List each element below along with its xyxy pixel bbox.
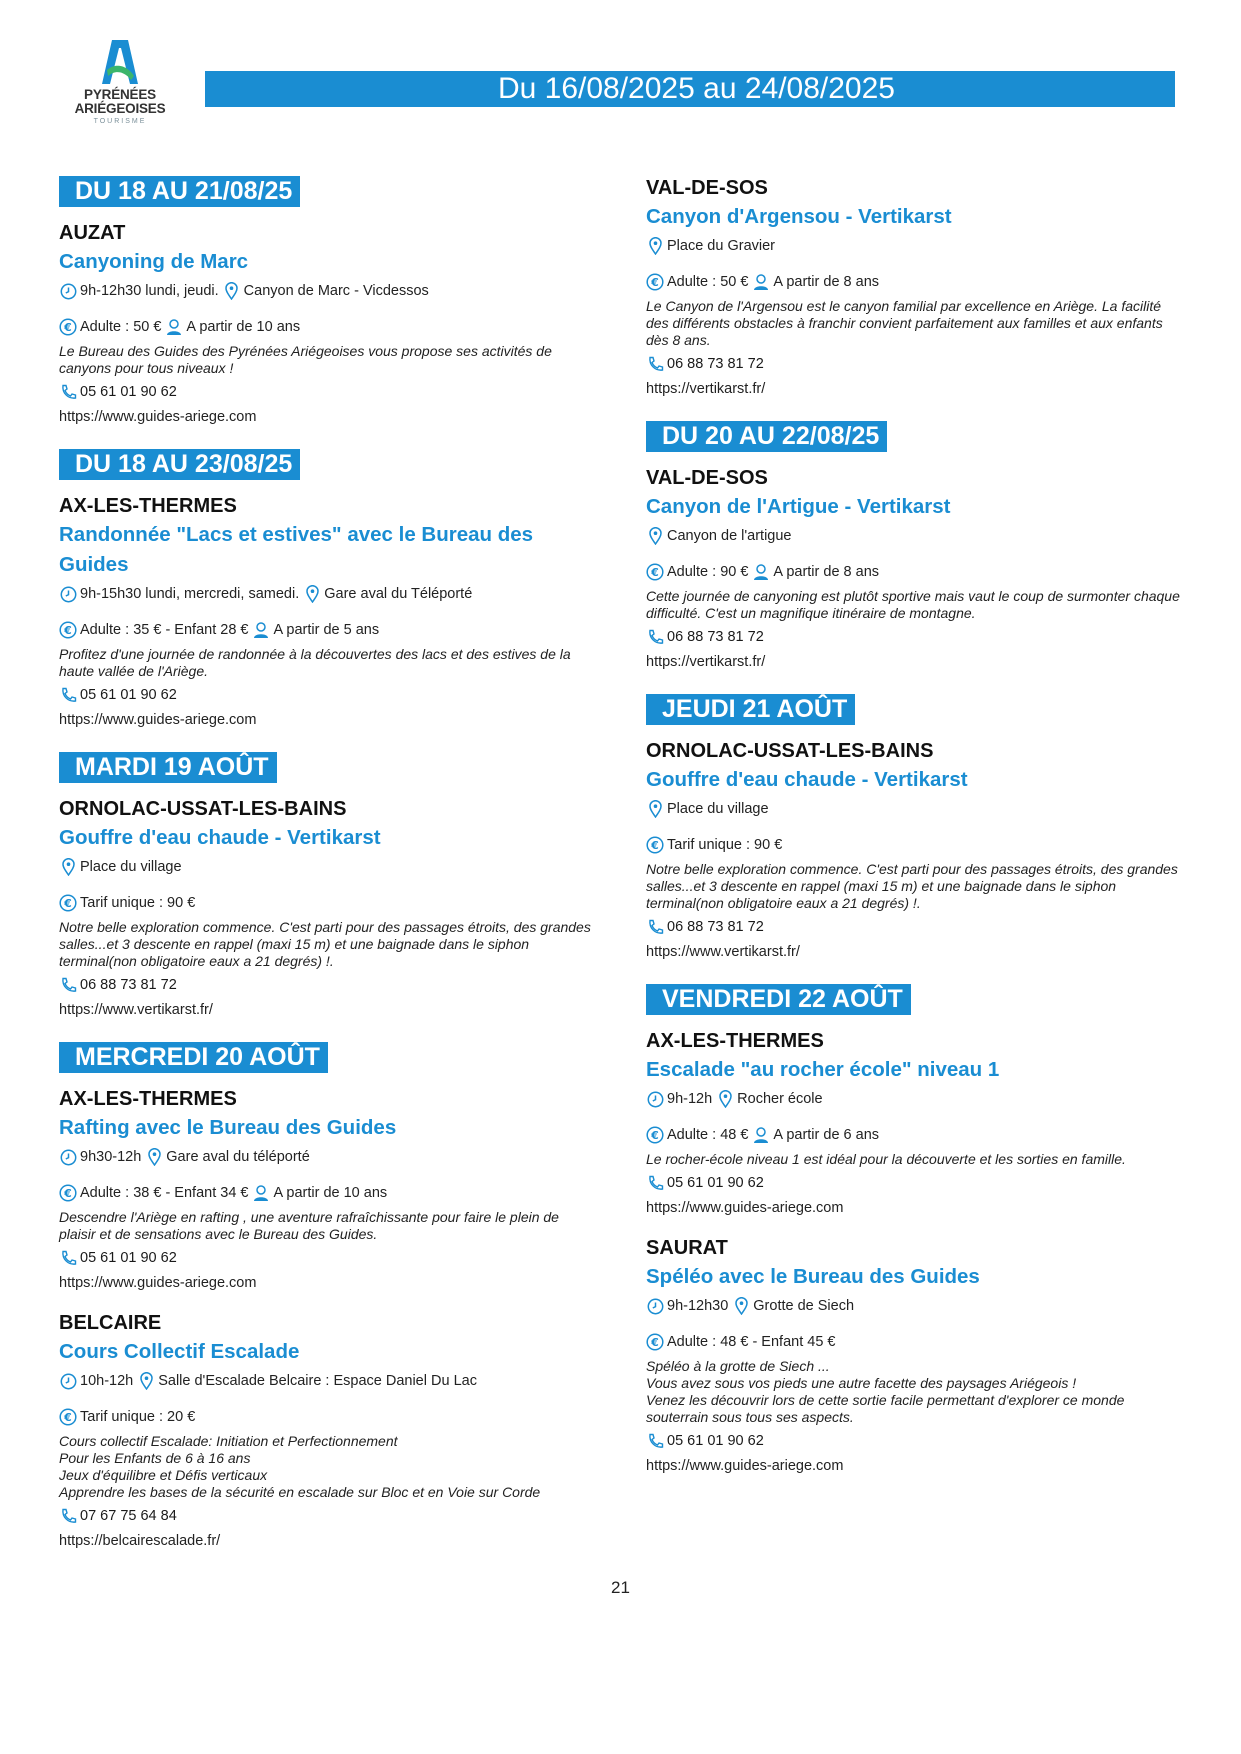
event-phone[interactable]: 06 88 73 81 72 — [667, 629, 764, 645]
event-town: AX-LES-THERMES — [59, 495, 237, 517]
event-phone[interactable]: 06 88 73 81 72 — [667, 919, 764, 935]
period-banner — [205, 71, 1175, 107]
event-price: Tarif unique : 90 € — [80, 895, 196, 911]
map-pin-icon — [646, 800, 664, 818]
event-card — [59, 1309, 599, 1553]
event-time: 9h-15h30 lundi, mercredi, samedi. — [80, 586, 300, 602]
logo-line-3: TOURISME — [93, 118, 147, 125]
event-url[interactable]: https://www.guides-ariege.com — [59, 409, 257, 425]
event-town: AUZAT — [59, 222, 126, 244]
event-town: BELCAIRE — [59, 1312, 162, 1334]
event-schedule-row — [59, 1146, 599, 1168]
event-price-row — [646, 1124, 1186, 1146]
event-phone[interactable]: 05 61 01 90 62 — [80, 384, 177, 400]
event-description-line: Spéléo à la grotte de Siech ... — [646, 1358, 830, 1374]
svg-text:€: € — [651, 566, 659, 579]
clock-icon — [646, 1090, 664, 1108]
event-title: Rafting avec le Bureau des Guides — [59, 1116, 397, 1139]
event-phone[interactable]: 05 61 01 90 62 — [667, 1433, 764, 1449]
svg-text:€: € — [64, 624, 72, 637]
svg-text:€: € — [64, 1187, 72, 1200]
person-icon — [752, 563, 770, 581]
logo-line-1: PYRÉNÉES — [84, 87, 156, 102]
event-age: A partir de 5 ans — [273, 622, 380, 638]
event-phone-row[interactable] — [646, 1172, 1186, 1194]
map-pin-icon — [732, 1297, 750, 1315]
event-url[interactable]: https://www.vertikarst.fr/ — [59, 1002, 213, 1018]
event-price-row — [646, 271, 1186, 293]
euro-icon — [59, 1184, 77, 1202]
event-phone[interactable]: 05 61 01 90 62 — [80, 687, 177, 703]
event-title: Spéléo avec le Bureau des Guides — [646, 1265, 980, 1288]
event-description-line: Jeux d'équilibre et Défis verticaux — [59, 1467, 268, 1483]
event-schedule-row — [646, 1088, 1186, 1110]
event-url[interactable]: https://vertikarst.fr/ — [646, 654, 766, 670]
event-description: Le rocher-école niveau 1 est idéal pour la découverte et les sorties en famille. — [646, 1151, 1126, 1167]
event-phone-row[interactable] — [59, 381, 599, 403]
event-url[interactable]: https://www.guides-ariege.com — [646, 1200, 844, 1216]
event-description-line: Cours collectif Escalade: Initiation et Perfectionnement — [59, 1433, 398, 1449]
event-schedule-row — [646, 1295, 1186, 1317]
event-description: Le Canyon de l'Argensou est le canyon familial par excellence en Ariège. La facilité des différents obstacles à franchir convient parfaitement aux familles et aux enfants dès 8 ans. — [646, 298, 1163, 348]
euro-icon — [646, 1333, 664, 1351]
event-time: 9h-12h30 lundi, jeudi. — [80, 283, 219, 299]
phone-icon — [646, 355, 664, 373]
map-pin-icon — [646, 527, 664, 545]
event-phone[interactable]: 05 61 01 90 62 — [667, 1175, 764, 1191]
event-price: Adulte : 35 € - Enfant 28 € — [80, 622, 249, 638]
event-price-row — [646, 1331, 1186, 1353]
event-description: Descendre l'Ariège en rafting , une aventure rafraîchissante pour faire le plein de plaisir et de sensations avec le Bureau des Guides. — [59, 1209, 559, 1242]
svg-text:€: € — [64, 897, 72, 910]
event-town: AX-LES-THERMES — [646, 1030, 824, 1052]
event-price: Adulte : 38 € - Enfant 34 € — [80, 1185, 249, 1201]
event-time: 9h-12h — [667, 1091, 713, 1107]
event-time: 9h-12h30 — [667, 1298, 729, 1314]
person-icon — [752, 273, 770, 291]
clock-icon — [59, 282, 77, 300]
event-description — [59, 1433, 599, 1501]
event-card — [59, 1085, 599, 1295]
person-icon — [165, 318, 183, 336]
phone-icon — [646, 628, 664, 646]
event-description: Le Bureau des Guides des Pyrénées Ariégeoises vous propose ses activités de canyons pour tous niveaux ! — [59, 343, 552, 376]
phone-icon — [59, 1507, 77, 1525]
event-phone-row[interactable] — [59, 974, 599, 996]
logo-mark-icon — [98, 36, 142, 88]
map-pin-icon — [646, 237, 664, 255]
event-url[interactable]: https://www.guides-ariege.com — [59, 1275, 257, 1291]
event-title: Cours Collectif Escalade — [59, 1340, 300, 1363]
date-heading: DU 18 AU 21/08/25 — [65, 176, 300, 207]
event-card — [646, 174, 1186, 401]
event-price: Adulte : 90 € — [667, 564, 749, 580]
event-age: A partir de 8 ans — [773, 274, 880, 290]
event-age: A partir de 10 ans — [273, 1185, 388, 1201]
euro-icon — [59, 318, 77, 336]
period-banner-text: Du 16/08/2025 au 24/08/2025 — [497, 72, 895, 105]
phone-icon — [646, 1432, 664, 1450]
event-card — [646, 737, 1186, 964]
event-title: Canyoning de Marc — [59, 250, 249, 273]
phone-icon — [59, 383, 77, 401]
event-town: ORNOLAC-USSAT-LES-BAINS — [646, 740, 934, 762]
map-pin-icon — [137, 1372, 155, 1390]
date-heading: DU 18 AU 23/08/25 — [65, 449, 300, 480]
date-heading: VENDREDI 22 AOÛT — [652, 984, 911, 1015]
svg-text:€: € — [64, 321, 72, 334]
map-pin-icon — [145, 1148, 163, 1166]
event-town: SAURAT — [646, 1237, 728, 1259]
event-price: Adulte : 50 € — [80, 319, 162, 335]
map-pin-icon — [716, 1090, 734, 1108]
event-phone-row[interactable] — [59, 684, 599, 706]
event-phone-row[interactable] — [646, 353, 1186, 375]
event-phone-row[interactable] — [59, 1505, 599, 1527]
euro-icon — [59, 894, 77, 912]
event-schedule-row — [59, 280, 599, 302]
event-place: Salle d'Escalade Belcaire : Espace Daniel Du Lac — [158, 1373, 477, 1389]
event-url[interactable]: https://vertikarst.fr/ — [646, 381, 766, 397]
event-phone[interactable]: 07 67 75 64 84 — [80, 1508, 177, 1524]
svg-text:€: € — [651, 276, 659, 289]
event-price: Adulte : 48 € — [667, 1127, 749, 1143]
phone-icon — [59, 1249, 77, 1267]
event-phone[interactable]: 05 61 01 90 62 — [80, 1250, 177, 1266]
event-phone-row[interactable] — [59, 1247, 599, 1269]
date-heading: MERCREDI 20 AOÛT — [65, 1042, 328, 1073]
event-town: VAL-DE-SOS — [646, 467, 768, 489]
event-description-line: Venez les découvrir lors de cette sortie facile permettant d'explorer ce monde souterrain sous tous ses aspects. — [646, 1392, 1125, 1425]
event-title: Canyon de l'Artigue - Vertikarst — [646, 495, 951, 518]
event-schedule-row — [646, 235, 1186, 257]
event-town: VAL-DE-SOS — [646, 177, 768, 199]
event-description — [646, 1358, 1186, 1426]
event-place: Place du village — [667, 801, 769, 817]
event-place: Place du village — [80, 859, 182, 875]
event-price-row — [59, 1406, 599, 1428]
event-card — [646, 1027, 1186, 1220]
right-column — [646, 172, 1186, 1490]
euro-icon — [59, 1408, 77, 1426]
event-title: Escalade "au rocher école" niveau 1 — [646, 1058, 1000, 1081]
clock-icon — [59, 1148, 77, 1166]
phone-icon — [646, 918, 664, 936]
event-title: Gouffre d'eau chaude - Vertikarst — [646, 768, 968, 791]
event-schedule-row — [646, 798, 1186, 820]
event-description-line: Pour les Enfants de 6 à 16 ans — [59, 1450, 251, 1466]
phone-icon — [59, 686, 77, 704]
event-card — [59, 492, 599, 732]
event-time: 10h-12h — [80, 1373, 134, 1389]
logo-line-2: ARIÉGEOISES — [74, 101, 166, 116]
svg-text:€: € — [651, 1336, 659, 1349]
event-url[interactable]: https://belcairescalade.fr/ — [59, 1533, 221, 1549]
event-schedule-row — [59, 856, 599, 878]
event-price-row — [59, 892, 599, 914]
phone-icon — [646, 1174, 664, 1192]
event-town: AX-LES-THERMES — [59, 1088, 237, 1110]
event-price-row — [59, 316, 599, 338]
event-place: Gare aval du téléporté — [166, 1149, 310, 1165]
event-phone[interactable]: 06 88 73 81 72 — [80, 977, 177, 993]
event-price: Adulte : 50 € — [667, 274, 749, 290]
event-description: Profitez d'une journée de randonnée à la découvertes des lacs et des estives de la haute vallée de l'Ariège. — [59, 646, 571, 679]
event-schedule-row — [59, 583, 599, 605]
event-place: Gare aval du Téléporté — [324, 586, 473, 602]
event-price-row — [646, 561, 1186, 583]
person-icon — [252, 621, 270, 639]
page-number: 21 — [611, 1578, 630, 1597]
event-price-row — [646, 834, 1186, 856]
event-title: Gouffre d'eau chaude - Vertikarst — [59, 826, 381, 849]
event-price: Adulte : 48 € - Enfant 45 € — [667, 1334, 836, 1350]
event-title: Canyon d'Argensou - Vertikarst — [646, 205, 952, 228]
event-age: A partir de 10 ans — [186, 319, 301, 335]
map-pin-icon — [303, 585, 321, 603]
date-heading: JEUDI 21 AOÛT — [652, 694, 855, 725]
event-price: Tarif unique : 20 € — [80, 1409, 196, 1425]
euro-icon — [646, 273, 664, 291]
event-url[interactable]: https://www.guides-ariege.com — [646, 1458, 844, 1474]
event-url[interactable]: https://www.vertikarst.fr/ — [646, 944, 800, 960]
event-place: Rocher école — [737, 1091, 823, 1107]
phone-icon — [59, 976, 77, 994]
event-time: 9h30-12h — [80, 1149, 142, 1165]
date-heading: DU 20 AU 22/08/25 — [652, 421, 887, 452]
event-place: Canyon de l'artigue — [667, 528, 792, 544]
event-price-row — [59, 619, 599, 641]
person-icon — [252, 1184, 270, 1202]
person-icon — [752, 1126, 770, 1144]
map-pin-icon — [59, 858, 77, 876]
event-price-row — [59, 1182, 599, 1204]
event-description: Cette journée de canyoning est plutôt sportive mais vaut le coup de surmonter chaque difficulté. C'est un magnifique itinéraire de montagne. — [646, 588, 1180, 621]
event-town: ORNOLAC-USSAT-LES-BAINS — [59, 798, 347, 820]
clock-icon — [59, 585, 77, 603]
event-description: Notre belle exploration commence. C'est parti pour des passages étroits, des grandes salles...et 3 descente en rappel (maxi 15 m) et une baignade dans le siphon terminal(non obligatoire eaux a 21 degrés) !. — [59, 919, 591, 969]
event-title: Randonnée "Lacs et estives" avec le Bureau des Guides — [59, 523, 534, 576]
map-pin-icon — [223, 282, 241, 300]
left-column — [59, 168, 599, 1565]
event-phone[interactable]: 06 88 73 81 72 — [667, 356, 764, 372]
event-url[interactable]: https://www.guides-ariege.com — [59, 712, 257, 728]
event-schedule-row — [59, 1370, 599, 1392]
event-description: Notre belle exploration commence. C'est parti pour des passages étroits, des grandes salles...et 3 descente en rappel (maxi 15 m) et une baignade dans le siphon terminal(non obligatoire eaux a 21 degrés) !. — [646, 861, 1178, 911]
event-age: A partir de 8 ans — [773, 564, 880, 580]
euro-icon — [59, 621, 77, 639]
event-card — [59, 795, 599, 1022]
euro-icon — [646, 1126, 664, 1144]
event-card — [646, 1234, 1186, 1478]
svg-text:€: € — [64, 1411, 72, 1424]
euro-icon — [646, 563, 664, 581]
event-phone-row[interactable] — [646, 916, 1186, 938]
event-place: Grotte de Siech — [753, 1298, 855, 1314]
event-description-line: Vous avez sous vos pieds une autre facette des paysages Ariégeois ! — [646, 1375, 1077, 1391]
event-place: Place du Gravier — [667, 238, 775, 254]
logo — [70, 36, 170, 127]
event-age: A partir de 6 ans — [773, 1127, 880, 1143]
event-card — [646, 464, 1186, 674]
event-price: Tarif unique : 90 € — [667, 837, 783, 853]
event-schedule-row — [646, 525, 1186, 547]
event-place: Canyon de Marc - Vicdessos — [243, 283, 429, 299]
svg-text:€: € — [651, 1129, 659, 1142]
clock-icon — [59, 1372, 77, 1390]
clock-icon — [646, 1297, 664, 1315]
svg-text:€: € — [651, 839, 659, 852]
event-card — [59, 219, 599, 429]
event-description-line: Apprendre les bases de la sécurité en escalade sur Bloc et en Voie sur Corde — [59, 1484, 541, 1500]
euro-icon — [646, 836, 664, 854]
date-heading: MARDI 19 AOÛT — [65, 752, 277, 783]
event-phone-row[interactable] — [646, 1430, 1186, 1452]
event-phone-row[interactable] — [646, 626, 1186, 648]
